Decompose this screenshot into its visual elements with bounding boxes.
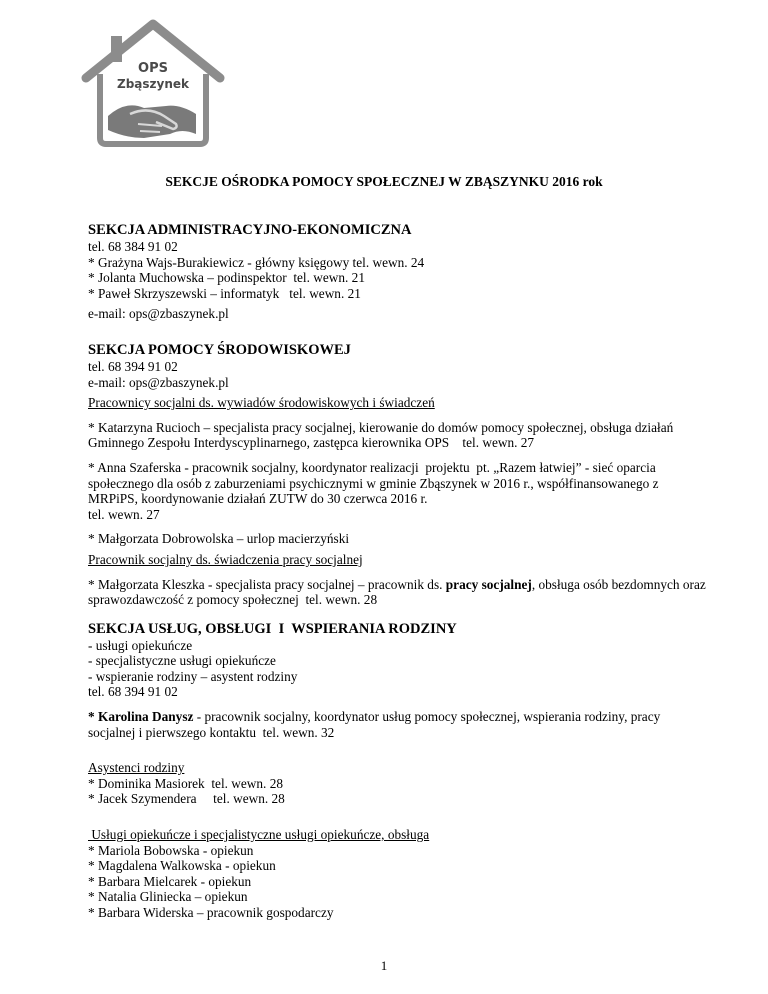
section-family <box>88 621 708 921</box>
admin-staff-3: * Paweł Skrzyszewski – informatyk tel. wewn. 21 <box>88 285 361 301</box>
assistant-2: * Jacek Szymendera tel. wewn. 28 <box>88 791 285 807</box>
document-body <box>88 222 708 921</box>
family-subheading-assistants: Asystenci rodziny <box>88 760 185 776</box>
carer-2: * Magdalena Walkowska - opiekun <box>88 858 276 874</box>
carer-3: * Barbara Mielcarek - opiekun <box>88 873 252 889</box>
env-subheading-1: Pracownicy socjalni ds. wywiadów środowiskowych i świadczeń <box>88 395 435 411</box>
section-admin-heading: SEKCJA ADMINISTRACYJNO-EKONOMICZNA <box>88 222 412 238</box>
env-paragraph-1: * Katarzyna Rucioch – specjalista pracy socjalnej, kierowanie do domów pomocy społecznej, obsługa działań Gminnego Zespołu Interdyscyplinarnego, zastępca kierownika OPS tel. wewn. 27 <box>88 419 677 451</box>
admin-tel: tel. 68 384 91 02 <box>88 239 178 254</box>
env-paragraph-4 <box>88 577 708 608</box>
carer-1: * Mariola Bobowska - opiekun <box>88 842 254 858</box>
logo-text-ops: OPS <box>138 61 168 76</box>
env-email: e-mail: ops@zbaszynek.pl <box>88 374 229 390</box>
document-title: SEKCJE OŚRODKA POMOCY SPOŁECZNEJ W ZBĄSZYNKU 2016 rok <box>165 174 603 189</box>
env-p4-c: , obsługa osób bezdomnych oraz sprawozdawczość z pomocy społecznej tel. wewn. 28 <box>88 576 710 608</box>
family-lead <box>88 709 708 740</box>
admin-email: e-mail: ops@zbaszynek.pl <box>88 306 229 322</box>
carer-4: * Natalia Gliniecka – opiekun <box>88 889 248 905</box>
family-lead-name: * Karolina Danysz <box>88 709 194 725</box>
env-p4-a: * Małgorzata Kleszka - specjalista pracy socjalnej – pracownik ds. <box>88 576 446 592</box>
section-family-heading: SEKCJA USŁUG, OBSŁUGI I WSPIERANIA RODZINY <box>88 620 457 637</box>
admin-staff-2: * Jolanta Muchowska – podinspektor tel. wewn. 21 <box>88 270 365 286</box>
env-paragraph-2-tel: tel. wewn. 27 <box>88 506 160 522</box>
env-p4-bold: pracy socjalnej <box>445 576 532 592</box>
env-paragraph-3: * Małgorzata Dobrowolska – urlop macierzyński <box>88 531 350 547</box>
env-paragraph-2-text: * Anna Szaferska - pracownik socjalny, koordynator realizacji projektu pt. „Razem łatwiej” - sieć oparcia społecznego dla osób z zaburzeniami psychicznymi w gminie Zbąszynek w 2016 r., współfinansowanego z MRPiPS, koordynowanie działań ZUTW do 30 czerwca 2016 r. <box>88 459 662 507</box>
page-number: 1 <box>380 958 388 973</box>
admin-staff-1: * Grażyna Wajs-Burakiewicz - główny księgowy tel. wewn. 24 <box>88 254 425 270</box>
family-tel: tel. 68 394 91 02 <box>88 684 178 700</box>
env-subheading-2: Pracownik socjalny ds. świadczenia pracy socjalnej <box>88 551 363 567</box>
family-item-1: - usługi opiekuńcze <box>88 637 193 653</box>
section-env <box>88 342 708 608</box>
handshake-icon <box>108 105 196 138</box>
section-env-heading: SEKCJA POMOCY ŚRODOWISKOWEJ <box>88 341 351 358</box>
family-item-2: - specjalistyczne usługi opiekuńcze <box>88 653 276 669</box>
family-item-3: - wspieranie rodziny – asystent rodziny <box>88 668 298 684</box>
env-tel: tel. 68 394 91 02 <box>88 358 178 374</box>
logo-text-town: Zbąszynek <box>117 77 189 91</box>
env-paragraph-2 <box>88 460 708 522</box>
section-admin <box>88 222 708 322</box>
family-subheading-care: Usługi opiekuńcze i specjalistyczne usługi opiekuńcze, obsługa <box>88 827 430 843</box>
carer-5: * Barbara Widerska – pracownik gospodarczy <box>88 905 334 920</box>
ops-logo <box>78 16 228 166</box>
assistant-1: * Dominika Masiorek tel. wewn. 28 <box>88 775 283 791</box>
family-lead-rest: - pracownik socjalny, koordynator usług pomocy społecznej, wspierania rodziny, pracy socjalnej i pierwszego kontaktu tel. wewn. 32 <box>88 709 664 740</box>
